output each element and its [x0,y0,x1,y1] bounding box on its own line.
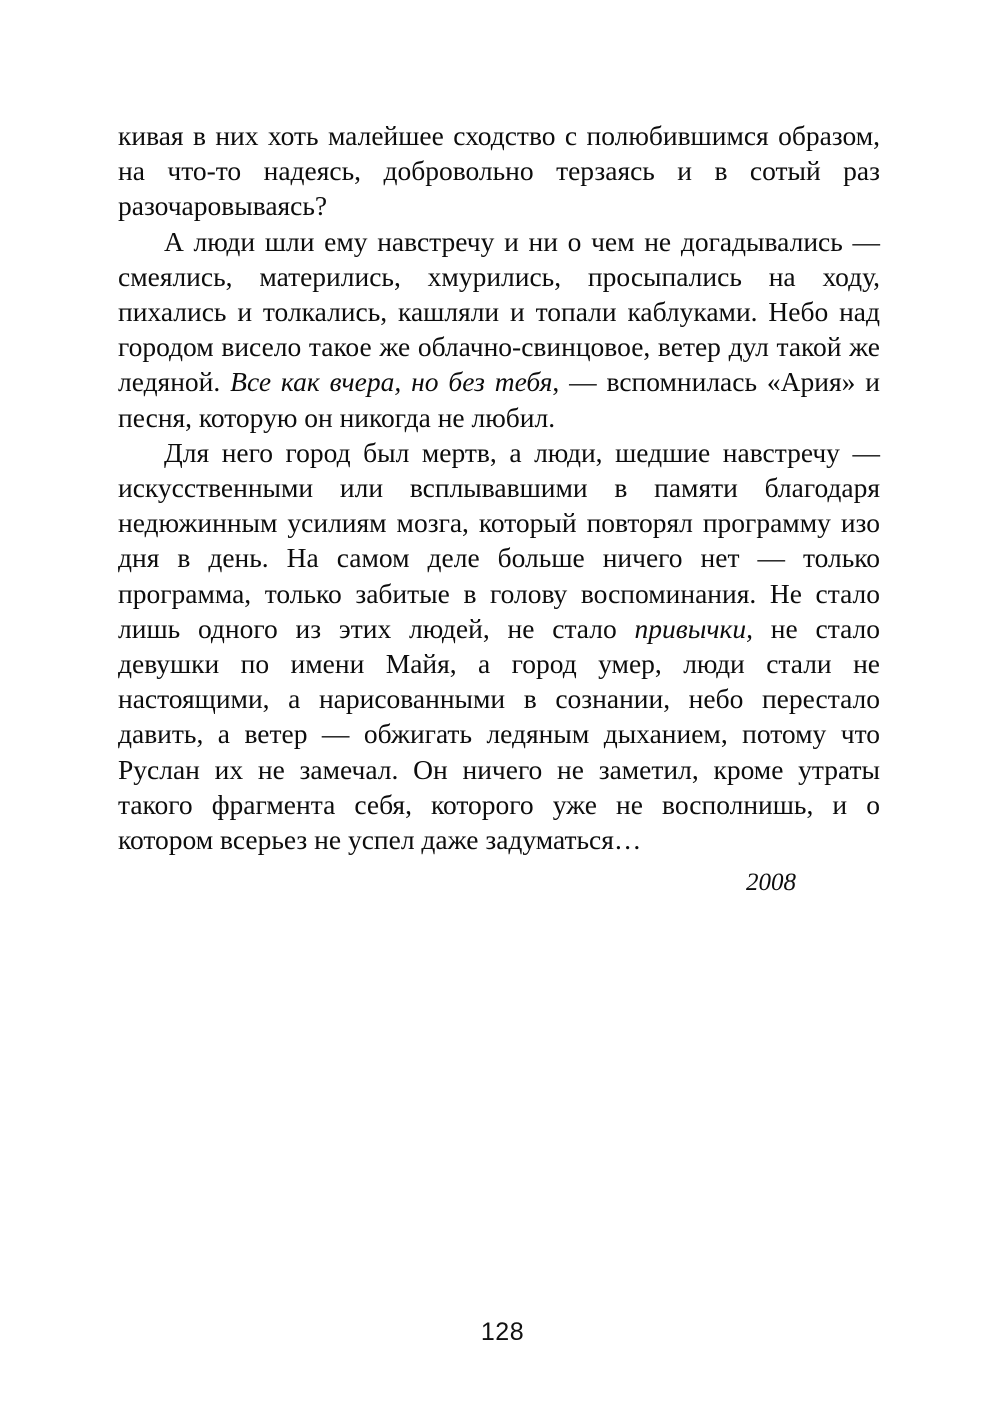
paragraph-city-dead-run-3: не стало девушки по имени Майя, а город умер, люди стали не настоящими, а нарисованными в сознании, небо перестало давить, а ветер — обжигать ледяным дыханием, потому что Руслан их не замечал. Он ничего не заметил, кроме утраты такого фрагмента себя, которого уже не восполнишь, и о котором всерьез не успел даже задуматься… [118,612,880,856]
year-signature: 2008 [746,869,796,897]
paragraph-continued [118,118,880,224]
paragraph-city-dead [118,435,880,857]
paragraph-people [118,224,880,435]
paragraph-city-dead-run-1: Для него город был мертв, а люди, шедшие навстречу — искусственными или всплывавшими в памяти благодаря недюжинным усилиям мозга, который повторял программу изо дня в день. На самом деле больше ничего нет — только программа, только забитые в голову воспоминания. Не стало лишь одного из этих людей, не стало [118,436,880,644]
page-number: 128 [480,1318,525,1346]
paragraph-people-run-3: , — вспомнилась «Ария» и песня, которую он никогда не любил. [118,366,880,433]
paragraph-continued-run-1: кивая в них хоть малейшее сходство с полюбившимся образом, на что-то надеясь, добровольно терзаясь и в сотый раз разочаровываясь? [118,120,880,222]
page-text-block [118,118,880,900]
paragraph-city-dead-italic-habit: привычки, [634,612,753,644]
paragraph-people-run-1: А люди шли ему навстречу и ни о чем не догадывались — смеялись, матерились, хмурились, просыпались на ходу, пихались и толкались, кашляли и топали каблуками. Небо над городом висело такое же облачно-свинцовое, ветер дул такой же ледяной. [118,225,880,398]
paragraph-people-italic-quote: Все как вчера, но без тебя [230,366,553,398]
